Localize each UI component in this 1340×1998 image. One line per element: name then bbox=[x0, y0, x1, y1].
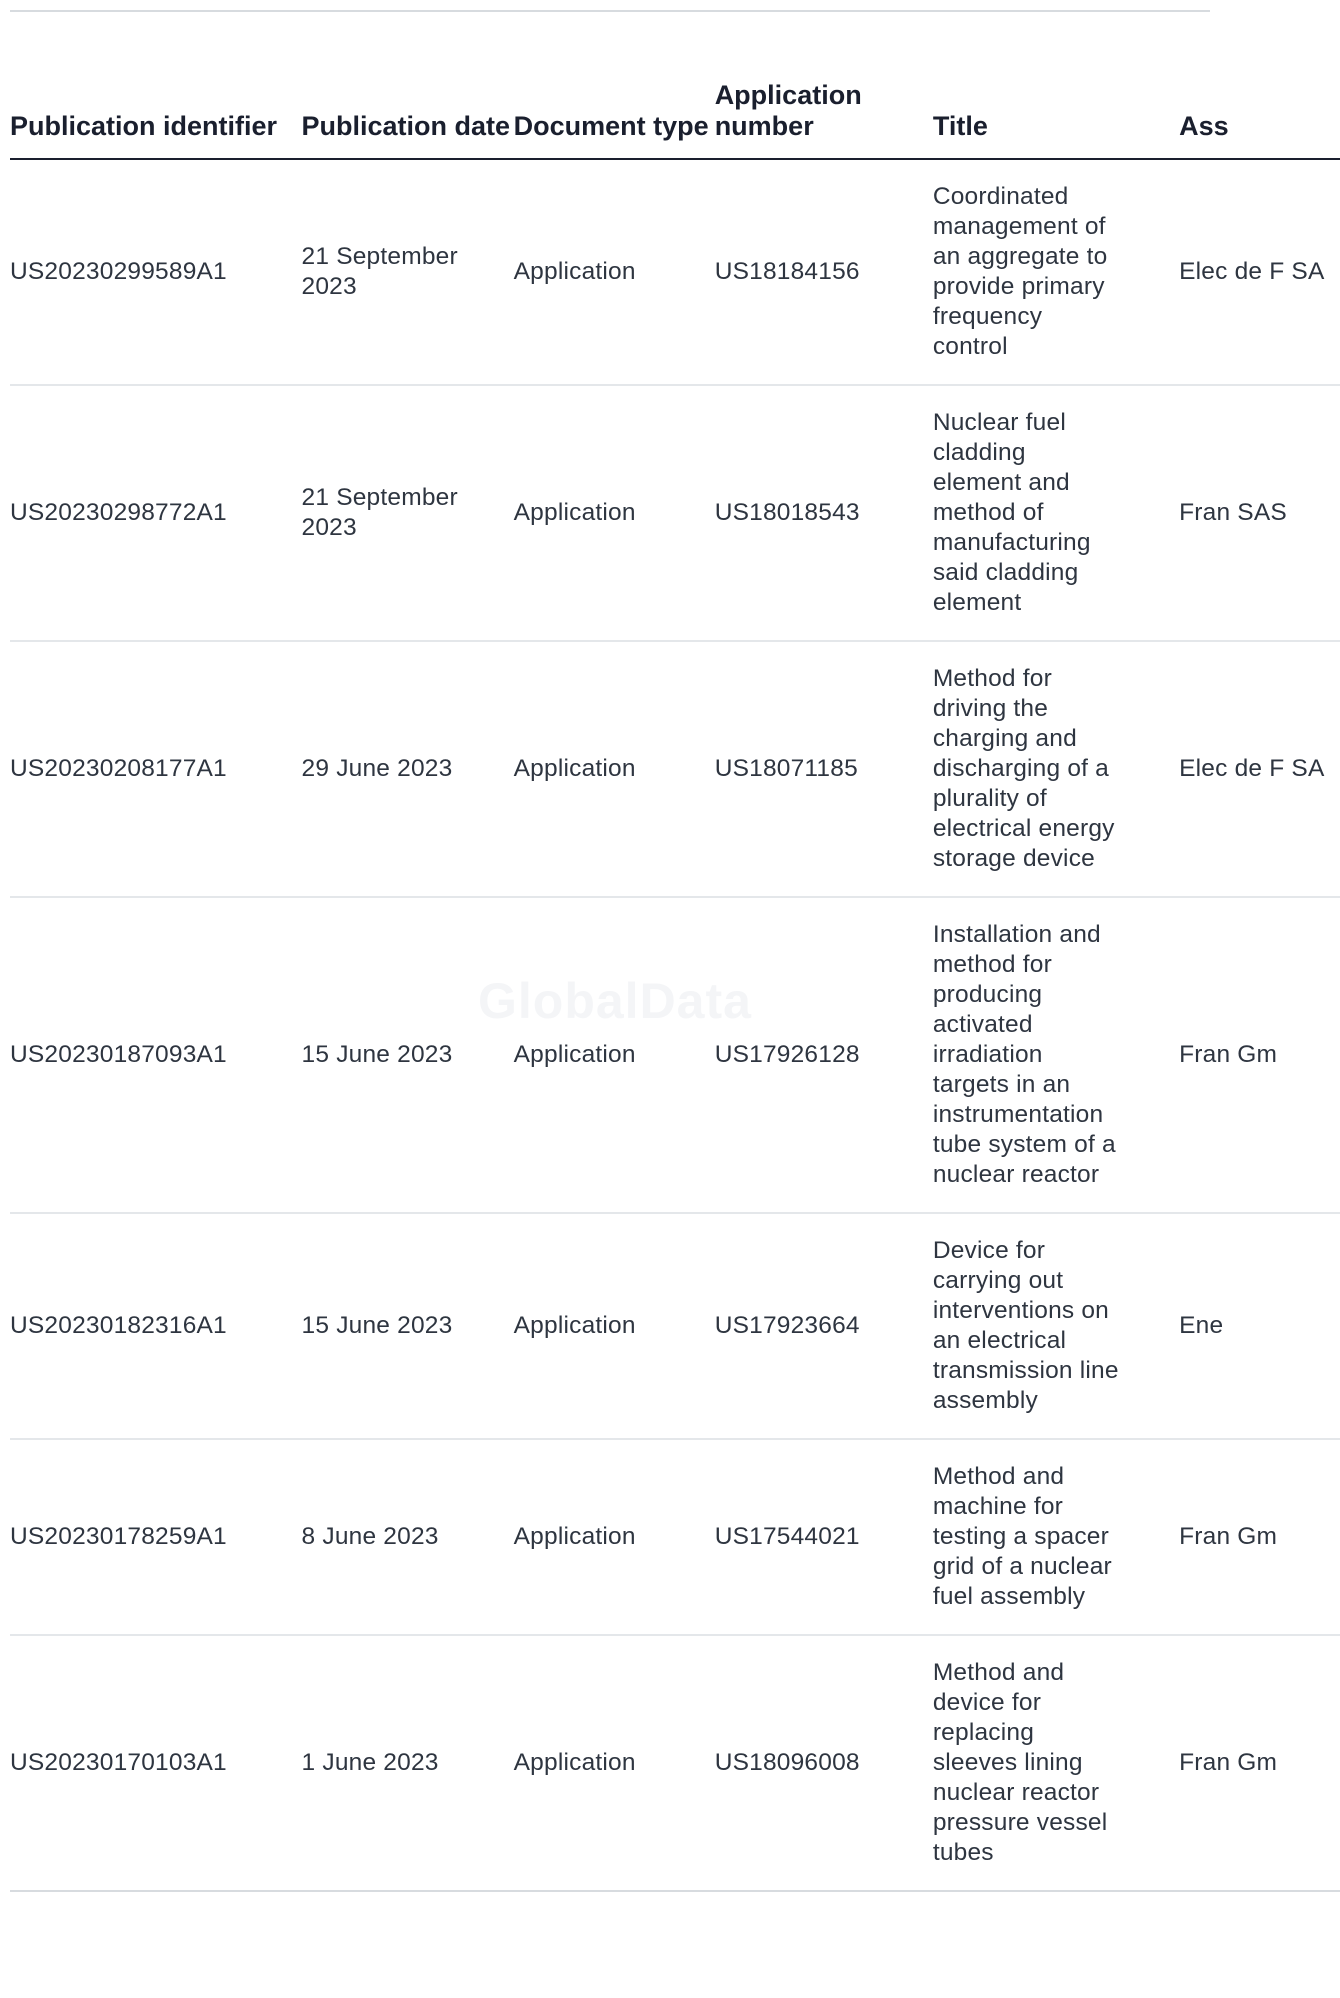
header-document-type[interactable]: Document type bbox=[514, 78, 715, 159]
globaldata-watermark: GlobalData bbox=[478, 973, 752, 1029]
application-number-cell: US17923664 bbox=[715, 1213, 933, 1439]
title-cell: Installation and method for producing activated irradiation targets in an instrumentation tube system of a nuclear reactor bbox=[933, 897, 1179, 1213]
table-row bbox=[10, 159, 1340, 385]
header-title[interactable]: Title bbox=[933, 78, 1179, 159]
publication-date-cell: 15 June 2023 bbox=[302, 1213, 514, 1439]
table-row bbox=[10, 385, 1340, 641]
title-cell: Method and machine for testing a spacer grid of a nuclear fuel assembly bbox=[933, 1439, 1179, 1635]
table-row bbox=[10, 1439, 1340, 1635]
header-publication-date[interactable]: Publication date bbox=[302, 78, 514, 159]
application-number-cell: US18018543 bbox=[715, 385, 933, 641]
publication-date-cell: 29 June 2023 bbox=[302, 641, 514, 897]
application-number-cell: US18096008 bbox=[715, 1635, 933, 1891]
table-body bbox=[10, 159, 1340, 1891]
assignee-cell: Ene bbox=[1179, 1213, 1340, 1439]
publication-date-cell: 15 June 2023 bbox=[302, 897, 514, 1213]
document-type-cell: Application bbox=[514, 897, 715, 1213]
assignee-cell: Fran Gm bbox=[1179, 1635, 1340, 1891]
table-row bbox=[10, 1635, 1340, 1891]
patent-table-container[interactable] bbox=[10, 0, 1325, 1998]
header-application-number[interactable]: Application number bbox=[715, 78, 933, 159]
application-number-cell: US17544021 bbox=[715, 1439, 933, 1635]
publication-identifier-cell: US20230178259A1 bbox=[10, 1439, 302, 1635]
assignee-cell: Fran Gm bbox=[1179, 897, 1340, 1213]
publication-date-cell: 21 September 2023 bbox=[302, 159, 514, 385]
table-header bbox=[10, 78, 1340, 159]
assignee-cell: Elec de F SA bbox=[1179, 641, 1340, 897]
title-cell: Device for carrying out interventions on an electrical transmission line assembly bbox=[933, 1213, 1179, 1439]
patent-table bbox=[10, 78, 1340, 1892]
header-publication-identifier[interactable]: Publication identifier bbox=[10, 78, 302, 159]
title-cell: Method and device for replacing sleeves lining nuclear reactor pressure vessel tubes bbox=[933, 1635, 1179, 1891]
publication-date-cell: 8 June 2023 bbox=[302, 1439, 514, 1635]
application-number-cell: US18071185 bbox=[715, 641, 933, 897]
document-type-cell: Application bbox=[514, 385, 715, 641]
publication-identifier-cell: US20230208177A1 bbox=[10, 641, 302, 897]
table-row bbox=[10, 641, 1340, 897]
document-type-cell: Application bbox=[514, 1635, 715, 1891]
document-type-cell: Application bbox=[514, 1439, 715, 1635]
assignee-cell: Elec de F SA bbox=[1179, 159, 1340, 385]
publication-identifier-cell: US20230170103A1 bbox=[10, 1635, 302, 1891]
document-type-cell: Application bbox=[514, 159, 715, 385]
assignee-cell: Fran SAS bbox=[1179, 385, 1340, 641]
header-assignee[interactable]: Ass bbox=[1179, 78, 1340, 159]
application-number-cell: US17926128 bbox=[715, 897, 933, 1213]
document-type-cell: Application bbox=[514, 1213, 715, 1439]
publication-identifier-cell: US20230299589A1 bbox=[10, 159, 302, 385]
application-number-cell: US18184156 bbox=[715, 159, 933, 385]
publication-identifier-cell: US20230298772A1 bbox=[10, 385, 302, 641]
title-cell: Coordinated management of an aggregate to provide primary frequency control bbox=[933, 159, 1179, 385]
document-type-cell: Application bbox=[514, 641, 715, 897]
publication-date-cell: 1 June 2023 bbox=[302, 1635, 514, 1891]
title-cell: Method for driving the charging and discharging of a plurality of electrical energy storage device bbox=[933, 641, 1179, 897]
publication-date-cell: 21 September 2023 bbox=[302, 385, 514, 641]
table-row bbox=[10, 897, 1340, 1213]
publication-identifier-cell: US20230182316A1 bbox=[10, 1213, 302, 1439]
assignee-cell: Fran Gm bbox=[1179, 1439, 1340, 1635]
table-row bbox=[10, 1213, 1340, 1439]
title-cell: Nuclear fuel cladding element and method of manufacturing said cladding element bbox=[933, 385, 1179, 641]
publication-identifier-cell: US20230187093A1 bbox=[10, 897, 302, 1213]
header-row bbox=[10, 78, 1340, 159]
